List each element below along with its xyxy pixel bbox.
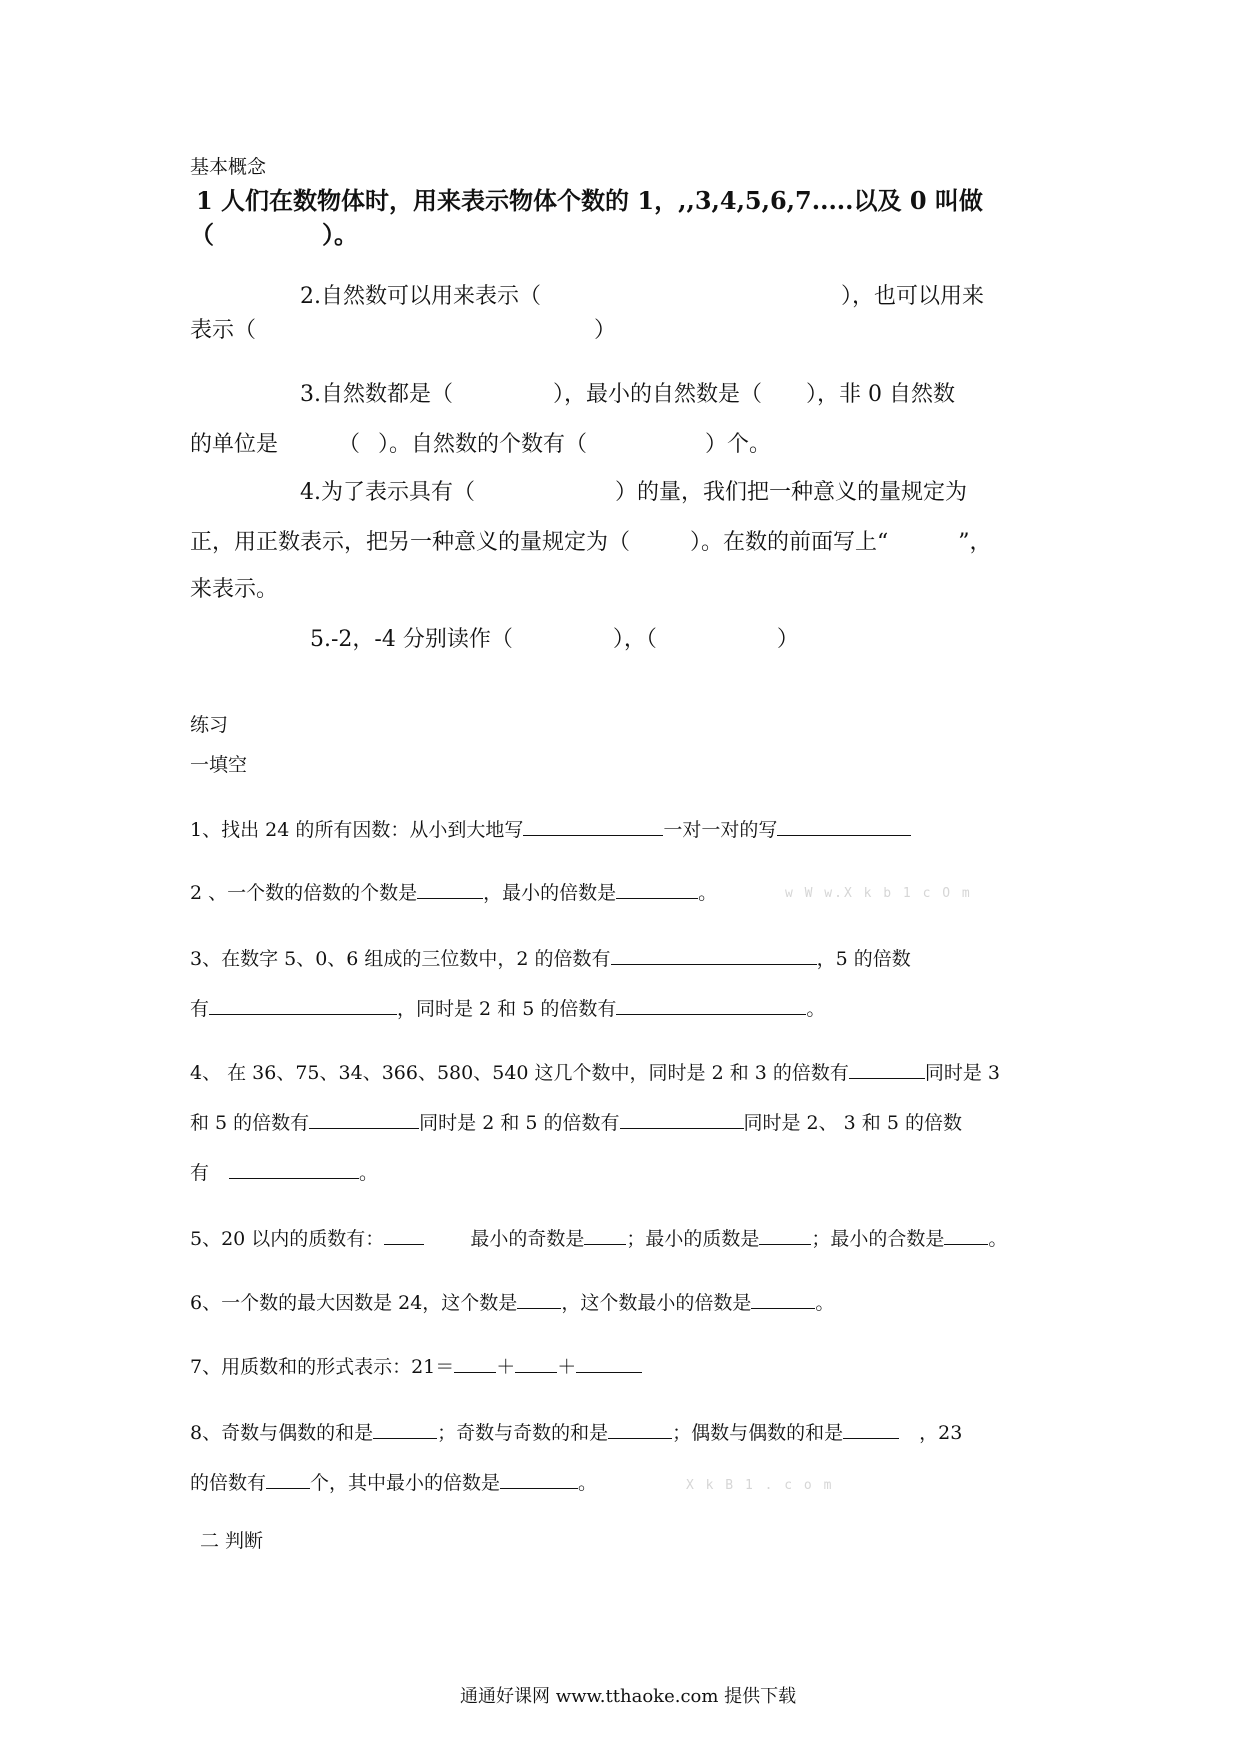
answer-blank[interactable] (584, 1222, 626, 1245)
question-3-line1: 3.自然数都是（ ），最小的自然数是（ ），非 0 自然数 (300, 382, 955, 407)
answer-blank[interactable] (944, 1222, 988, 1245)
exercise-4-line2: 和 5 的倍数有 同时是 2 和 5 的倍数有 同时是 2、 3 和 5 的倍数 (190, 1106, 962, 1138)
answer-blank[interactable] (777, 813, 911, 836)
answer-blank[interactable] (608, 1416, 672, 1439)
question-3-line2: 的单位是 （ ）。自然数的个数有（ ）个。 (190, 432, 772, 457)
answer-blank[interactable] (849, 1056, 925, 1079)
question-1-line2: （ ）。 (190, 220, 358, 249)
answer-blank[interactable] (515, 1350, 557, 1373)
exercise-8-line1: 8、奇数与偶数的和是 ；奇数与奇数的和是 ；偶数与偶数的和是 ，23 (190, 1416, 962, 1448)
answer-blank[interactable] (843, 1416, 899, 1439)
exercise-1: 1、找出 24 的所有因数：从小到大地写 一对一对的写 (190, 813, 911, 845)
answer-blank[interactable] (454, 1350, 496, 1373)
exercise-4-line1: 4、 在 36、75、34、366、580、540 这几个数中，同时是 2 和 3 的倍数有 同时是 3 (190, 1056, 1000, 1088)
answer-blank[interactable] (500, 1466, 578, 1489)
section-heading-practice: 练习 (190, 714, 229, 736)
question-4-line2: 正，用正数表示，把另一种意义的量规定为（ ）。在数的前面写上“ ”， (190, 530, 992, 555)
answer-blank[interactable] (517, 1286, 561, 1309)
exercise-3-line2: 有 ，同时是 2 和 5 的倍数有 。 (190, 992, 825, 1024)
exercise-8-line2: 的倍数有 个，其中最小的倍数是 。 (190, 1466, 597, 1498)
exercise-7: 7、用质数和的形式表示：21＝ ＋ ＋ (190, 1350, 642, 1382)
exercise-3-line1: 3、在数字 5、0、6 组成的三位数中，2 的倍数有 ，5 的倍数 (190, 942, 911, 974)
answer-blank[interactable] (229, 1156, 359, 1179)
answer-blank[interactable] (523, 813, 663, 836)
answer-blank[interactable] (611, 942, 817, 965)
watermark: X k B 1 . c o m (686, 1478, 834, 1493)
question-4-line1: 4.为了表示具有（ ）的量，我们把一种意义的量规定为 (300, 480, 968, 505)
answer-blank[interactable] (751, 1286, 815, 1309)
footer-credit: 通通好课网 www.tthaoke.com 提供下载 (460, 1686, 797, 1707)
exercise-6: 6、一个数的最大因数是 24，这个数是 ，这个数最小的倍数是 。 (190, 1286, 834, 1318)
question-4-line3: 来表示。 (190, 577, 279, 602)
answer-blank[interactable] (616, 992, 806, 1015)
exercise-2: 2 、一个数的倍数的个数是 ，最小的倍数是 。 (190, 876, 717, 908)
question-2-line2: 表示（ ） (190, 318, 617, 343)
exercise-5: 5、20 以内的质数有： 最小的奇数是 ；最小的质数是 ；最小的合数是 。 (190, 1222, 1007, 1254)
answer-blank[interactable] (373, 1416, 437, 1439)
answer-blank[interactable] (616, 876, 698, 899)
answer-blank[interactable] (620, 1106, 744, 1129)
answer-blank[interactable] (576, 1350, 642, 1373)
section-heading-judge: 二 判断 (200, 1530, 264, 1552)
exercise-4-line3: 有 。 (190, 1156, 378, 1188)
question-5: 5.-2，-4 分别读作（ ），（ ） (310, 627, 799, 652)
watermark: w W w.X k b 1 c O m (785, 886, 972, 901)
answer-blank[interactable] (266, 1466, 310, 1489)
answer-blank[interactable] (759, 1222, 811, 1245)
answer-blank[interactable] (417, 876, 483, 899)
answer-blank[interactable] (384, 1222, 424, 1245)
section-heading-fill: 一填空 (190, 754, 248, 776)
answer-blank[interactable] (209, 992, 397, 1015)
answer-blank[interactable] (309, 1106, 419, 1129)
section-heading-basic: 基本概念 (190, 156, 267, 178)
question-2-line1: 2.自然数可以用来表示（ ），也可以用来 (300, 284, 985, 309)
question-1-line1: 1 人们在数物体时，用来表示物体个数的 1，,,3,4,5,6,7.....以及 0 叫做 (196, 186, 983, 215)
